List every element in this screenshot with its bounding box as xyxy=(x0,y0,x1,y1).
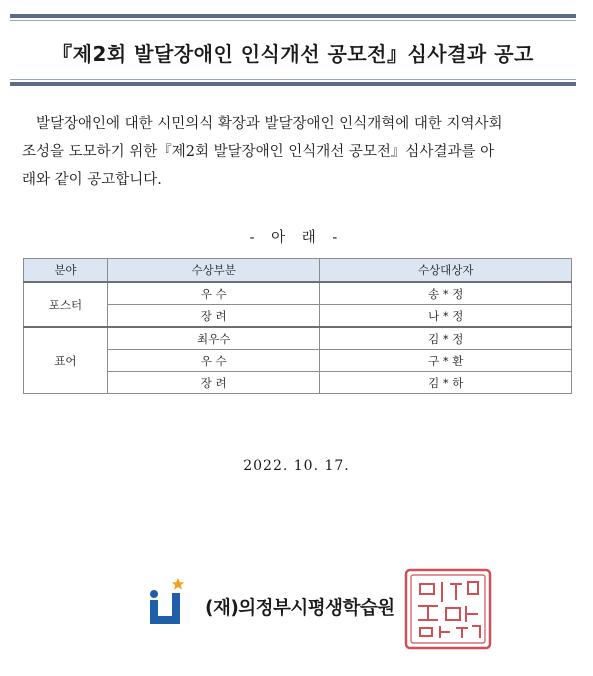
intro-line: 래와 같이 공고합니다. xyxy=(22,172,162,188)
winner-cell: 나 * 정 xyxy=(320,305,572,328)
winner-cell: 송 * 정 xyxy=(320,282,572,305)
intro-line: 발달장애인에 대한 시민의식 확장과 발달장애인 인식개혁에 대한 지역사회 xyxy=(36,116,503,132)
winner-cell: 김 * 하 xyxy=(320,372,572,394)
announcement-body xyxy=(22,110,572,194)
below-heading: - 아 래 - xyxy=(249,230,344,246)
award-cell: 장 려 xyxy=(107,305,320,328)
organization-logo xyxy=(146,578,186,626)
results-table xyxy=(23,258,572,394)
winner-cell: 김 * 정 xyxy=(320,327,572,350)
award-cell: 우 수 xyxy=(107,350,320,372)
page-title: 『제2회 발달장애인 인식개선 공모전』심사결과 공고 xyxy=(52,42,534,66)
announcement-date: 2022. 10. 17. xyxy=(243,458,350,474)
winner-cell: 구 * 환 xyxy=(320,350,572,372)
intro-line: 조성을 도모하기 위한『제2회 발달장애인 인식개선 공모전』심사결과를 아 xyxy=(22,144,495,160)
title-band xyxy=(10,14,576,86)
table-row xyxy=(24,327,572,350)
organization-name: (재)의정부시평생학습원 xyxy=(205,598,395,619)
award-cell: 최우수 xyxy=(107,327,320,350)
logo-star-icon xyxy=(172,578,184,590)
header-winner: 수상대상자 xyxy=(320,259,572,283)
award-cell: 장 려 xyxy=(107,372,320,394)
table-row xyxy=(24,282,572,305)
category-cell: 포스터 xyxy=(24,282,108,327)
category-cell: 표어 xyxy=(24,327,108,394)
header-award: 수상부분 xyxy=(107,259,320,283)
table-header-row xyxy=(24,259,572,283)
logo-letter-shape xyxy=(150,590,180,624)
award-cell: 우 수 xyxy=(107,282,320,305)
header-category: 분야 xyxy=(24,259,108,283)
official-seal-icon xyxy=(402,566,494,652)
